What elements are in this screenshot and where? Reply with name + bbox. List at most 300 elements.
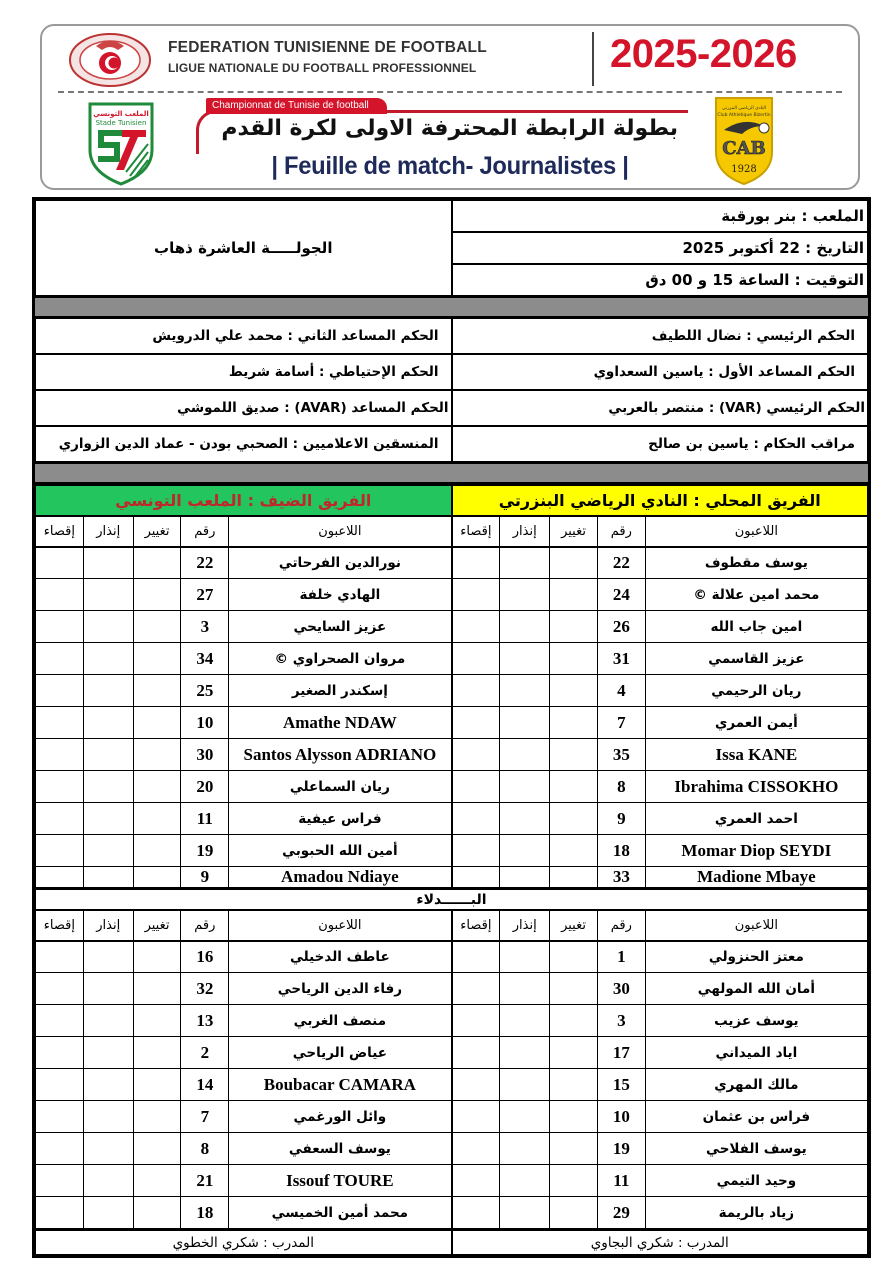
player-row [36, 973, 452, 1005]
player-name: Amadou Ndiaye [229, 867, 451, 888]
warning-cell [500, 803, 550, 835]
warning-cell [83, 1101, 133, 1133]
player-name: وحيد التيمي [645, 1165, 867, 1197]
substitution-cell [133, 643, 181, 675]
player-number: 32 [181, 973, 229, 1005]
player-row [452, 739, 868, 771]
header-divider [592, 32, 594, 86]
expulsion-cell [36, 803, 84, 835]
player-number: 19 [597, 1133, 645, 1165]
col-warning: إنذار [500, 517, 550, 547]
player-row [452, 707, 868, 739]
player-row [452, 835, 868, 867]
player-row [36, 867, 452, 888]
expulsion-cell [452, 643, 500, 675]
col-expulsion: إقصاء [36, 517, 84, 547]
substitution-cell [133, 941, 181, 973]
warning-cell [83, 547, 133, 579]
player-number: 30 [181, 739, 229, 771]
player-row [452, 547, 868, 579]
stadium-field: الملعب : بنر بورقبة [452, 200, 869, 232]
match-sheet [32, 197, 871, 1258]
player-row [452, 1101, 868, 1133]
warning-cell [500, 579, 550, 611]
substitution-cell [133, 739, 181, 771]
substitutes-title: البــــــدلاء [35, 888, 868, 910]
warning-cell [500, 739, 550, 771]
player-row [36, 1101, 452, 1133]
expulsion-cell [452, 1005, 500, 1037]
col-players: اللاعبون [229, 517, 451, 547]
svg-text:1928: 1928 [731, 164, 757, 175]
player-name: يوسف الفلاحي [645, 1133, 867, 1165]
federation-name [168, 39, 487, 75]
away-team-label: الفريق الضيف : الملعب التونسي [35, 484, 452, 516]
officials-row-4 [35, 426, 868, 462]
warning-cell [83, 1037, 133, 1069]
player-name: Issouf TOURE [229, 1165, 451, 1197]
svg-text:CAB: CAB [722, 138, 766, 159]
warning-cell [83, 771, 133, 803]
expulsion-cell [36, 707, 84, 739]
warning-cell [500, 675, 550, 707]
warning-cell [500, 1197, 550, 1229]
warning-cell [500, 1165, 550, 1197]
col-warning: إنذار [83, 911, 133, 941]
player-number: 20 [181, 771, 229, 803]
away-substitutes [35, 910, 452, 1229]
player-number: 29 [597, 1197, 645, 1229]
expulsion-cell [452, 835, 500, 867]
col-players: اللاعبون [645, 911, 867, 941]
col-substitution: تغيير [133, 911, 181, 941]
expulsion-cell [452, 1069, 500, 1101]
substitution-cell [133, 1133, 181, 1165]
league-title-arabic: بطولة الرابطة المحترفة الاولى لكرة القدم [221, 116, 678, 141]
player-row [36, 941, 452, 973]
federation-line1: FEDERATION TUNISIENNE DE FOOTBALL [168, 39, 487, 56]
substitution-cell [550, 707, 598, 739]
player-number: 15 [597, 1069, 645, 1101]
federation-line2: LIGUE NATIONALE DU FOOTBALL PROFESSIONNEL [168, 61, 477, 75]
expulsion-cell [36, 1037, 84, 1069]
expulsion-cell [452, 1197, 500, 1229]
expulsion-cell [36, 643, 84, 675]
avar-field: الحكم المساعد (AVAR) : صديق اللموشي [35, 390, 452, 426]
warning-cell [500, 547, 550, 579]
player-name: امين جاب الله [645, 611, 867, 643]
player-number: 10 [597, 1101, 645, 1133]
col-warning: إنذار [83, 517, 133, 547]
player-row [452, 611, 868, 643]
warning-cell [83, 973, 133, 1005]
warning-cell [83, 803, 133, 835]
player-number: 3 [181, 611, 229, 643]
referee-field: الحكم الرئيسي : نضال اللطيف [452, 318, 869, 354]
table-header-row [452, 517, 868, 547]
col-expulsion: إقصاء [452, 517, 500, 547]
player-row [452, 1197, 868, 1229]
player-name: يوسف مقطوف [645, 547, 867, 579]
expulsion-cell [36, 739, 84, 771]
player-name: اياد الميداني [645, 1037, 867, 1069]
col-warning: إنذار [500, 911, 550, 941]
substitution-cell [133, 707, 181, 739]
expulsion-cell [36, 611, 84, 643]
player-name: Momar Diop SEYDI [645, 835, 867, 867]
grey-separator [35, 462, 868, 484]
player-name: Boubacar CAMARA [229, 1069, 451, 1101]
player-row [36, 739, 452, 771]
player-name: محمد أمين الخميسي [229, 1197, 451, 1229]
season-label: 2025-2026 [610, 32, 797, 76]
substitution-cell [133, 579, 181, 611]
substitution-cell [550, 1165, 598, 1197]
warning-cell [83, 1165, 133, 1197]
player-number: 26 [597, 611, 645, 643]
substitution-cell [133, 1037, 181, 1069]
expulsion-cell [36, 1165, 84, 1197]
player-name: عياض الرياحي [229, 1037, 451, 1069]
expulsion-cell [452, 867, 500, 888]
time-field: التوقيت : الساعة 15 و 00 دق [452, 264, 869, 296]
player-name: عاطف الدخيلي [229, 941, 451, 973]
substitution-cell [133, 1101, 181, 1133]
player-row [36, 547, 452, 579]
warning-cell [83, 1133, 133, 1165]
warning-cell [83, 707, 133, 739]
player-name: فراس عيفية [229, 803, 451, 835]
col-players: اللاعبون [645, 517, 867, 547]
player-number: 9 [181, 867, 229, 888]
player-row [452, 973, 868, 1005]
substitution-cell [550, 1005, 598, 1037]
player-row [36, 1069, 452, 1101]
player-number: 10 [181, 707, 229, 739]
federation-logo-icon [68, 32, 152, 88]
substitution-cell [133, 675, 181, 707]
substitutes-tables [35, 910, 868, 1229]
warning-cell [500, 973, 550, 1005]
expulsion-cell [36, 1101, 84, 1133]
player-row [36, 835, 452, 867]
league-title-box [196, 98, 688, 154]
player-number: 11 [597, 1165, 645, 1197]
grey-separator [35, 296, 868, 318]
substitution-cell [550, 1197, 598, 1229]
expulsion-cell [452, 1133, 500, 1165]
player-row [36, 579, 452, 611]
expulsion-cell [452, 1165, 500, 1197]
player-number: 21 [181, 1165, 229, 1197]
player-row [452, 941, 868, 973]
player-row [36, 643, 452, 675]
player-row [36, 1165, 452, 1197]
away-coach: المدرب : شكري الخطوي [35, 1229, 452, 1255]
substitution-cell [550, 1037, 598, 1069]
substitution-cell [133, 835, 181, 867]
svg-text:Stade Tunisien: Stade Tunisien [95, 119, 147, 127]
player-number: 17 [597, 1037, 645, 1069]
warning-cell [83, 1069, 133, 1101]
player-number: 11 [181, 803, 229, 835]
svg-text:الملعب التونسي: الملعب التونسي [93, 110, 149, 118]
player-number: 16 [181, 941, 229, 973]
expulsion-cell [36, 547, 84, 579]
substitution-cell [550, 675, 598, 707]
home-team-label: الفريق المحلي : النادي الرياضي البنزرتي [452, 484, 869, 516]
substitution-cell [133, 867, 181, 888]
expulsion-cell [36, 835, 84, 867]
date-field: التاريخ : 22 أكتوبر 2025 [452, 232, 869, 264]
match-details [452, 200, 869, 296]
warning-cell [83, 1005, 133, 1037]
player-row [36, 771, 452, 803]
col-number: رقم [181, 517, 229, 547]
expulsion-cell [36, 1197, 84, 1229]
table-header-row [36, 517, 452, 547]
substitution-cell [550, 739, 598, 771]
table-header-row [36, 911, 452, 941]
substitution-cell [133, 611, 181, 643]
expulsion-cell [452, 1037, 500, 1069]
substitution-cell [550, 803, 598, 835]
player-number: 19 [181, 835, 229, 867]
expulsion-cell [452, 547, 500, 579]
substitution-cell [133, 771, 181, 803]
substitution-cell [133, 1165, 181, 1197]
player-row [452, 803, 868, 835]
col-expulsion: إقصاء [452, 911, 500, 941]
warning-cell [83, 835, 133, 867]
substitution-cell [550, 973, 598, 1005]
player-name: عزيز السايحي [229, 611, 451, 643]
player-row [452, 1069, 868, 1101]
player-row [452, 771, 868, 803]
player-row [36, 1037, 452, 1069]
warning-cell [83, 611, 133, 643]
player-row [36, 1133, 452, 1165]
player-row [36, 1197, 452, 1229]
warning-cell [500, 707, 550, 739]
expulsion-cell [36, 1005, 84, 1037]
expulsion-cell [36, 1133, 84, 1165]
assistant1-field: الحكم المساعد الأول : ياسين السعداوي [452, 354, 869, 390]
warning-cell [83, 643, 133, 675]
player-name: ريان الرحيمي [645, 675, 867, 707]
expulsion-cell [452, 803, 500, 835]
player-number: 1 [597, 941, 645, 973]
expulsion-cell [36, 973, 84, 1005]
player-number: 2 [181, 1037, 229, 1069]
team-headers [35, 484, 868, 516]
substitution-cell [550, 1069, 598, 1101]
expulsion-cell [452, 941, 500, 973]
substitution-cell [550, 941, 598, 973]
warning-cell [500, 643, 550, 675]
player-name: احمد العمري [645, 803, 867, 835]
player-name: إسكندر الصغير [229, 675, 451, 707]
player-number: 25 [181, 675, 229, 707]
expulsion-cell [452, 707, 500, 739]
col-substitution: تغيير [550, 517, 598, 547]
warning-cell [500, 835, 550, 867]
expulsion-cell [452, 579, 500, 611]
player-number: 13 [181, 1005, 229, 1037]
player-number: 8 [181, 1133, 229, 1165]
player-name: فراس بن عثمان [645, 1101, 867, 1133]
warning-cell [500, 867, 550, 888]
substitution-cell [133, 803, 181, 835]
player-row [452, 579, 868, 611]
starters-tables [35, 516, 868, 888]
substitution-cell [133, 973, 181, 1005]
player-number: 30 [597, 973, 645, 1005]
player-row [452, 1133, 868, 1165]
var-field: الحكم الرئيسي (VAR) : منتصر بالعربي [452, 390, 869, 426]
league-tag: Championnat de Tunisie de football [206, 98, 387, 114]
player-name: يوسف عزيب [645, 1005, 867, 1037]
warning-cell [83, 579, 133, 611]
officials-row-2 [35, 354, 868, 390]
player-number: 14 [181, 1069, 229, 1101]
substitution-cell [550, 643, 598, 675]
player-number: 18 [597, 835, 645, 867]
player-row [452, 675, 868, 707]
player-row [452, 1165, 868, 1197]
expulsion-cell [36, 771, 84, 803]
player-name: وائل الورغمي [229, 1101, 451, 1133]
away-subs-table [35, 910, 452, 1229]
player-name: أمين الله الحبوبي [229, 835, 451, 867]
col-substitution: تغيير [550, 911, 598, 941]
player-row [452, 1005, 868, 1037]
col-number: رقم [181, 911, 229, 941]
player-number: 18 [181, 1197, 229, 1229]
warning-cell [500, 1133, 550, 1165]
player-number: 4 [597, 675, 645, 707]
player-number: 22 [181, 547, 229, 579]
substitution-cell [550, 771, 598, 803]
home-starters [452, 516, 869, 888]
player-name: الهادي خلفة [229, 579, 451, 611]
home-substitutes [452, 910, 869, 1229]
player-name: Amathe NDAW [229, 707, 451, 739]
player-name: ريان السماعلي [229, 771, 451, 803]
player-row [452, 867, 868, 888]
sheet-title: | Feuille de match- Journalistes | [271, 152, 629, 180]
player-name: محمد امين علالة © [645, 579, 867, 611]
player-number: 9 [597, 803, 645, 835]
expulsion-cell [452, 1101, 500, 1133]
player-row [36, 803, 452, 835]
expulsion-cell [36, 867, 84, 888]
home-starters-table [452, 516, 869, 888]
player-number: 3 [597, 1005, 645, 1037]
warning-cell [83, 739, 133, 771]
player-name: Santos Alysson ADRIANO [229, 739, 451, 771]
substitution-cell [133, 1069, 181, 1101]
expulsion-cell [36, 1069, 84, 1101]
officials-row-3 [35, 390, 868, 426]
svg-text:النادي الرياضي البنزرتي: النادي الرياضي البنزرتي [721, 106, 767, 111]
substitution-cell [550, 579, 598, 611]
player-name: معتز الحنزولي [645, 941, 867, 973]
player-name: مروان الصحراوي © [229, 643, 451, 675]
player-name: أمان الله المولهي [645, 973, 867, 1005]
header-banner [40, 24, 860, 190]
substitution-cell [133, 1005, 181, 1037]
match-info [35, 200, 868, 296]
player-name: عزيز القاسمي [645, 643, 867, 675]
media-coordinators-field: المنسقين الاعلاميين : الصحبي بودن - عماد الدين الزواري [35, 426, 452, 462]
coaches-row [35, 1229, 868, 1255]
player-number: 34 [181, 643, 229, 675]
expulsion-cell [36, 579, 84, 611]
player-number: 31 [597, 643, 645, 675]
officials-row-1 [35, 318, 868, 354]
col-substitution: تغيير [133, 517, 181, 547]
warning-cell [500, 1069, 550, 1101]
home-coach: المدرب : شكري البجاوي [452, 1229, 869, 1255]
expulsion-cell [452, 739, 500, 771]
warning-cell [500, 941, 550, 973]
table-header-row [452, 911, 868, 941]
player-number: 22 [597, 547, 645, 579]
warning-cell [500, 1037, 550, 1069]
expulsion-cell [36, 675, 84, 707]
expulsion-cell [452, 611, 500, 643]
warning-cell [83, 941, 133, 973]
player-number: 7 [597, 707, 645, 739]
substitution-cell [550, 611, 598, 643]
col-number: رقم [597, 517, 645, 547]
dashed-separator [58, 91, 842, 93]
substitution-cell [550, 547, 598, 579]
expulsion-cell [452, 771, 500, 803]
away-starters-table [35, 516, 452, 888]
substitution-cell [133, 1197, 181, 1229]
warning-cell [500, 771, 550, 803]
player-name: نورالدين الفرحاتي [229, 547, 451, 579]
warning-cell [500, 611, 550, 643]
expulsion-cell [36, 941, 84, 973]
substitutes-row [35, 888, 868, 910]
away-starters [35, 516, 452, 888]
warning-cell [83, 675, 133, 707]
warning-cell [500, 1005, 550, 1037]
player-number: 35 [597, 739, 645, 771]
player-name: زياد بالريمة [645, 1197, 867, 1229]
player-name: رفاء الدين الرياحي [229, 973, 451, 1005]
player-number: 7 [181, 1101, 229, 1133]
fourth-official-field: الحكم الإحتياطي : أسامة شريط [35, 354, 452, 390]
player-name: Issa KANE [645, 739, 867, 771]
expulsion-cell [452, 675, 500, 707]
substitution-cell [550, 867, 598, 888]
expulsion-cell [452, 973, 500, 1005]
player-row [36, 1005, 452, 1037]
warning-cell [500, 1101, 550, 1133]
player-name: مالك المهري [645, 1069, 867, 1101]
player-number: 8 [597, 771, 645, 803]
club-athletique-bizertin-logo-icon [714, 96, 774, 186]
referee-observer-field: مراقب الحكام : ياسين بن صالح [452, 426, 869, 462]
round-label: الجولـــــة العاشرة ذهاب [35, 200, 452, 296]
col-number: رقم [597, 911, 645, 941]
player-row [452, 643, 868, 675]
substitution-cell [550, 1101, 598, 1133]
